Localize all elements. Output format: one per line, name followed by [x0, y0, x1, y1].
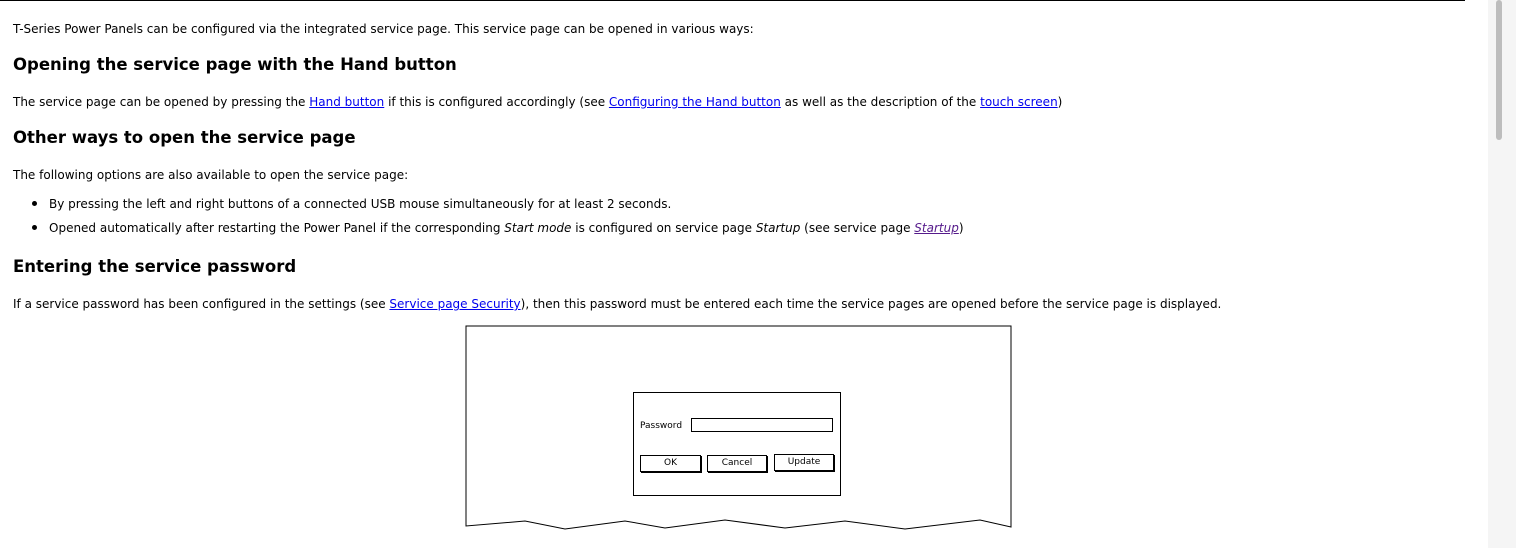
bullet-icon: [32, 201, 37, 206]
update-button[interactable]: Update: [774, 454, 834, 471]
cancel-button[interactable]: Cancel: [707, 455, 767, 472]
hand-text-3: as well as the description of the: [780, 95, 981, 109]
link-touch-screen[interactable]: touch screen: [980, 95, 1058, 109]
option-start-text-1: Opened automatically after restarting the Power Panel if the corresponding: [49, 221, 505, 235]
password-dialog-figure: [465, 325, 1013, 533]
hand-text-1: The service page can be opened by pressing the: [13, 95, 310, 109]
hand-text-4: ): [1057, 95, 1063, 109]
bullet-icon: [32, 225, 37, 230]
startup-term: Startup: [755, 221, 801, 235]
heading-service-password: Entering the service password: [13, 257, 297, 276]
start-mode-term: Start mode: [504, 221, 572, 235]
heading-other-ways: Other ways to open the service page: [13, 128, 356, 147]
password-field[interactable]: [691, 418, 833, 432]
service-password-paragraph: [13, 296, 1221, 312]
password-text-1: If a service password has been configured in the settings (see: [13, 297, 390, 311]
link-startup[interactable]: [914, 221, 959, 235]
options-list: [13, 196, 964, 244]
other-ways-intro: The following options are also available to open the service page:: [13, 168, 409, 182]
intro-paragraph: T-Series Power Panels can be configured via the integrated service page. This service page can be opened in various ways:: [13, 22, 754, 36]
vertical-scrollbar[interactable]: [1488, 0, 1516, 548]
top-divider: [0, 0, 1465, 1]
link-startup-label: Startup: [914, 221, 959, 235]
heading-hand-button: Opening the service page with the Hand button: [13, 55, 457, 74]
link-service-page-security[interactable]: Service page Security: [389, 297, 521, 311]
hand-text-2: if this is configured accordingly (see: [384, 95, 609, 109]
option-start-text-3: (see service page: [800, 221, 915, 235]
link-configuring-hand-button[interactable]: Configuring the Hand button: [608, 95, 781, 109]
password-dialog: [633, 392, 841, 496]
option-start-text-4: ): [958, 221, 964, 235]
password-text-2: ), then this password must be entered each time the service pages are opened before the service page is displayed.: [520, 297, 1222, 311]
link-hand-button[interactable]: Hand button: [309, 95, 385, 109]
list-item: [13, 220, 964, 244]
password-label: Password: [640, 421, 683, 431]
option-start-text-2: is configured on service page: [571, 221, 756, 235]
scrollbar-thumb[interactable]: [1496, 0, 1502, 140]
ok-button[interactable]: OK: [640, 455, 701, 472]
option-usb-mouse: By pressing the left and right buttons of a connected USB mouse simultaneously for at least 2 seconds.: [49, 197, 672, 211]
hand-button-paragraph: [13, 94, 1062, 110]
list-item: [13, 196, 964, 220]
